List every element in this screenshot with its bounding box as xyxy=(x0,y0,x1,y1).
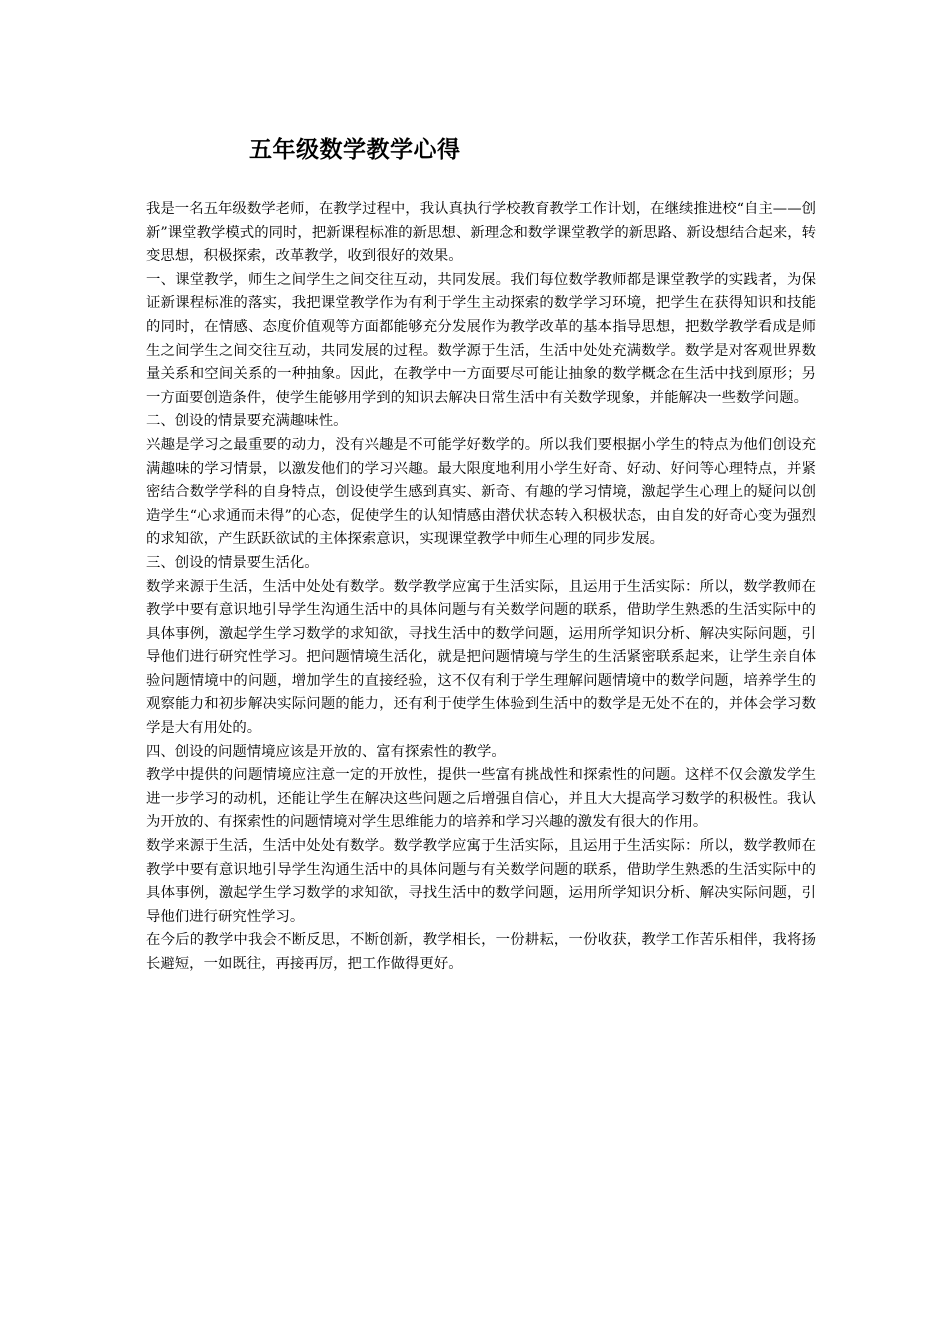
paragraph-section-1: 一、课堂教学，师生之间学生之间交往互动，共同发展。我们每位数学教师都是课堂教学的实践者，为保证新课程标准的落实，我把课堂教学作为有利于学生主动探索的数学学习环境，把学生在获得知识和技能的同时，在情感、态度价值观等方面都能够充分发展作为教学改革的基本指导思想，把数学教学看成是师生之间学生之间交往互动，共同发展的过程。数学源于生活，生活中处处充满数学。数学是对客观世界数量关系和空间关系的一种抽象。因此，在教学中一方面要尽可能让抽象的数学概念在生活中找到原形；另一方面要创造条件，使学生能够用学到的知识去解决日常生活中有关数学现象，并能解决一些数学问题。 xyxy=(146,271,816,406)
paragraph-life-math: 数学来源于生活，生活中处处有数学。数学教学应寓于生活实际，且运用于生活实际：所以，数学教师在教学中要有意识地引导学生沟通生活中的具体问题与有关数学问题的联系，借助学生熟悉的生活实际中的具体事例，激起学生学习数学的求知欲，寻找生活中的数学问题，运用所学知识分析、解决实际问题，引导他们进行研究性学习。 xyxy=(146,838,816,925)
document-body xyxy=(146,198,816,977)
heading-section-4: 四、创设的问题情境应该是开放的、富有探索性的教学。 xyxy=(146,743,506,760)
document-title: 五年级数学教学心得 xyxy=(249,137,461,163)
paragraph-section-3: 数学来源于生活，生活中处处有数学。数学教学应寓于生活实际，且运用于生活实际：所以，数学教师在教学中要有意识地引导学生沟通生活中的具体问题与有关数学问题的联系，借助学生熟悉的生活实际中的具体事例，激起学生学习数学的求知欲，寻找生活中的数学问题，运用所学知识分析、解决实际问题，引导他们进行研究性学习。把问题情境生活化，就是把问题情境与学生的生活紧密联系起来，让学生亲自体验问题情境中的问题，增加学生的直接经验，这不仅有利于学生理解问题情境中的数学问题，培养学生的观察能力和初步解决实际问题的能力，还有利于使学生体验到生活中的数学是无处不在的，并体会学习数学是大有用处的。 xyxy=(146,578,816,737)
paragraph-section-4: 教学中提供的问题情境应注意一定的开放性，提供一些富有挑战性和探索性的问题。这样不仅会激发学生进一步学习的动机，还能让学生在解决这些问题之后增强自信心，并且大大提高学习数学的积极性。我认为开放的、有探索性的问题情境对学生思维能力的培养和学习兴趣的激发有很大的作用。 xyxy=(146,767,816,831)
paragraph-section-2: 兴趣是学习之最重要的动力，没有兴趣是不可能学好数学的。所以我们要根据小学生的特点为他们创设充满趣味的学习情景，以激发他们的学习兴趣。最大限度地利用小学生好奇、好动、好问等心理特点，并紧密结合数学学科的自身特点，创设使学生感到真实、新奇、有趣的学习情境，激起学生心理上的疑问以创造学生“心求通而未得”的心态，促使学生的认知情感由潜伏状态转入积极状态，由自发的好奇心变为强烈的求知欲，产生跃跃欲试的主体探索意识，实现课堂教学中师生心理的同步发展。 xyxy=(146,436,816,548)
heading-section-3: 三、创设的情景要生活化。 xyxy=(146,554,319,571)
paragraph-conclusion: 在今后的教学中我会不断反思，不断创新，教学相长，一份耕耘，一份收获，教学工作苦乐相伴，我将扬长避短，一如既往，再接再厉，把工作做得更好。 xyxy=(146,932,816,972)
heading-section-2: 二、创设的情景要充满趣味性。 xyxy=(146,413,348,430)
paragraph-intro: 我是一名五年级数学老师，在教学过程中，我认真执行学校教育教学工作计划，在继续推进校“自主——创新”课堂教学模式的同时，把新课程标准的新思想、新理念和数学课堂教学的新思路、新设想结合起来，转变思想，积极探索，改革教学，收到很好的效果。 xyxy=(146,201,816,265)
